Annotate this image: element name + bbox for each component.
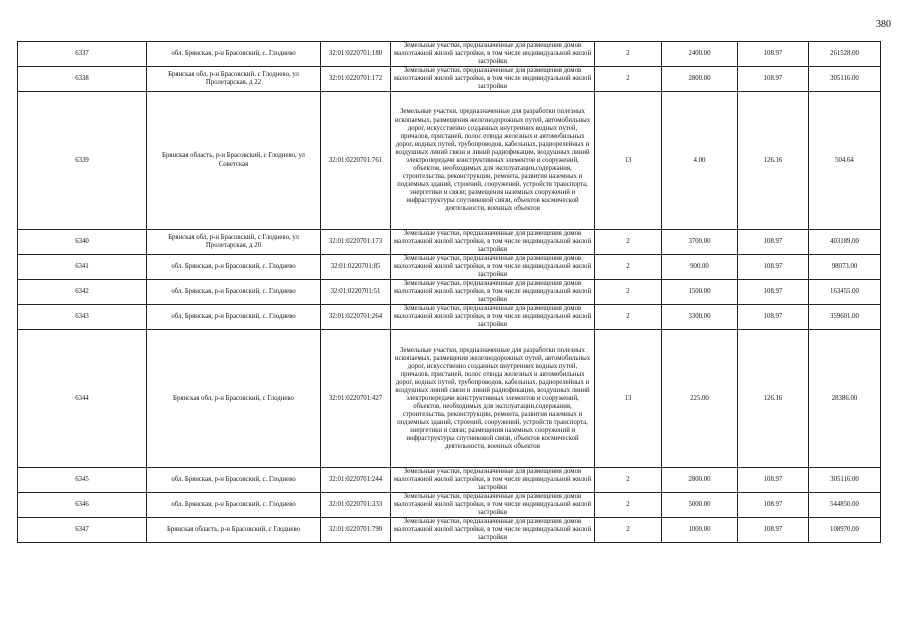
cell-cadastral-value: 544850.00 [809,493,881,518]
cell-use-group: 2 [595,67,662,92]
cell-address: обл. Брянская, р-н Брасовский, с. Глоднево [147,468,321,493]
cell-record-number: 6338 [18,67,147,92]
cell-land-use: Земельные участки, предназначенные для разработки полезных ископаемых, размещения железнодорожных путей, автомобильных дорог, искусственно созданных внутренних водных путей, причалов, пристаней, полос отвода железных и автомобильных дорог, водных путей, трубопроводов, кабельных, радиорелейных и воздушных линий связи и линий радиофикации, воздушных линий электропередачи конструктивных элементов и сооружений, объектов, необходимых для эксплуатации,содержания, строительства, реконструкции, ремонта, развития наземных и подземных зданий, строений, сооружений, устройств транспорта, энергетики и связи; размещения наземных сооружений и инфраструктуры спутниковой связи, объектов космической деятельности, военных объектов [391,330,595,468]
cell-specific-value: 126.16 [738,92,809,230]
cell-use-group: 2 [595,230,662,255]
cell-address: обл. Брянская, р-н Брасовский, с. Глоднево [147,42,321,67]
cell-cadastral-number: 32:01:0220701:244 [321,468,391,493]
cell-area: 2400.00 [662,42,738,67]
cell-area: 4.00 [662,92,738,230]
cell-specific-value: 108.97 [738,255,809,280]
cell-specific-value: 108.97 [738,42,809,67]
cell-cadastral-value: 108970.00 [809,518,881,543]
cell-land-use: Земельные участки, предназначенные для размещения домов малоэтажной жилой застройки, в том числе индивидуальной жилой застройки [391,230,595,255]
table-row [18,305,881,330]
cell-address: обл. Брянская, р-н Брасовский, с. Глоднево [147,280,321,305]
cell-land-use: Земельные участки, предназначенные для размещения домов малоэтажной жилой застройки, в том числе индивидуальной жилой застройки [391,493,595,518]
cell-use-group: 2 [595,280,662,305]
cell-address: обл. Брянская, р-н Брасовский, с. Глоднево [147,493,321,518]
table-row [18,230,881,255]
cell-address: Брянская обл, р-н Брасовский, с Глоднево, ул Пролетарская, д 22 [147,67,321,92]
cell-cadastral-number: 32:01:0220701:85 [321,255,391,280]
table-row [18,255,881,280]
cell-cadastral-number: 32:01:0220701:173 [321,230,391,255]
cell-record-number: 6344 [18,330,147,468]
cell-cadastral-number: 32:01:0220701:427 [321,330,391,468]
cell-specific-value: 108.97 [738,230,809,255]
cell-use-group: 2 [595,42,662,67]
cadastral-value-table [17,41,881,543]
cell-cadastral-value: 261528.00 [809,42,881,67]
cell-cadastral-value: 305116.00 [809,468,881,493]
cell-record-number: 6345 [18,468,147,493]
cell-specific-value: 108.97 [738,280,809,305]
cell-cadastral-number: 32:01:0220701:180 [321,42,391,67]
cell-area: 1000.00 [662,518,738,543]
cell-area: 1500.00 [662,280,738,305]
cell-address: обл. Брянская, р-н Брасовский, с. Глоднево [147,305,321,330]
cell-land-use: Земельные участки, предназначенные для размещения домов малоэтажной жилой застройки, в том числе индивидуальной жилой застройки [391,67,595,92]
cell-cadastral-number: 32:01:0220701:333 [321,493,391,518]
cell-cadastral-number: 32:01:0220701:51 [321,280,391,305]
cell-cadastral-value: 163455.00 [809,280,881,305]
cell-area: 3700.00 [662,230,738,255]
cell-address: Брянская область, р-н Брасовский, с Глоднево, ул Советская [147,92,321,230]
page-number: 380 [876,19,891,30]
cell-address: Брянская обл, р-н Брасовский, с Глоднево [147,330,321,468]
cell-land-use: Земельные участки, предназначенные для размещения домов малоэтажной жилой застройки, в том числе индивидуальной жилой застройки [391,280,595,305]
cell-use-group: 2 [595,493,662,518]
cell-area: 2800.00 [662,67,738,92]
cell-cadastral-number: 32:01:0220701:172 [321,67,391,92]
cell-record-number: 6342 [18,280,147,305]
cell-cadastral-value: 305116.00 [809,67,881,92]
cell-area: 5000.00 [662,493,738,518]
cell-record-number: 6340 [18,230,147,255]
cell-address: обл. Брянская, р-н Брасовский, с. Глоднево [147,255,321,280]
cell-record-number: 6346 [18,493,147,518]
cell-record-number: 6337 [18,42,147,67]
cell-land-use: Земельные участки, предназначенные для размещения домов малоэтажной жилой застройки, в том числе индивидуальной жилой застройки [391,468,595,493]
table-row [18,92,881,230]
cell-cadastral-value: 403189.00 [809,230,881,255]
cell-land-use: Земельные участки, предназначенные для разработки полезных ископаемых, размещения железнодорожных путей, автомобильных дорог, искусственно созданных внутренних водных путей, причалов, пристаней, полос отвода железных и автомобильных дорог, водных путей, трубопроводов, кабельных, радиорелейных и воздушных линий связи и линий радиофикации, воздушных линий электропередачи конструктивных элементов и сооружений, объектов, необходимых для эксплуатации,содержания, строительства, реконструкции, ремонта, развития наземных и подземных зданий, строений, сооружений, устройств транспорта, энергетики и связи; размещения наземных сооружений и инфраструктуры спутниковой связи, объектов космической деятельности, военных объектов [391,92,595,230]
table-body [18,42,881,543]
cell-land-use: Земельные участки, предназначенные для размещения домов малоэтажной жилой застройки, в том числе индивидуальной жилой застройки [391,255,595,280]
cell-cadastral-number: 32:01:0220701:264 [321,305,391,330]
cell-record-number: 6339 [18,92,147,230]
cell-address: Брянская обл, р-н Брасовский, с Глоднево, ул Пролетарская, д 20 [147,230,321,255]
cell-record-number: 6343 [18,305,147,330]
table-row [18,330,881,468]
cell-cadastral-number: 32:01:0220701:761 [321,92,391,230]
cell-area: 2800.00 [662,468,738,493]
cell-specific-value: 108.97 [738,67,809,92]
cell-use-group: 2 [595,468,662,493]
cell-use-group: 2 [595,305,662,330]
cell-specific-value: 108.97 [738,518,809,543]
cell-area: 900.00 [662,255,738,280]
cell-use-group: 13 [595,330,662,468]
cell-land-use: Земельные участки, предназначенные для размещения домов малоэтажной жилой застройки, в том числе индивидуальной жилой застройки [391,42,595,67]
table-row [18,518,881,543]
cell-specific-value: 126.16 [738,330,809,468]
cell-use-group: 2 [595,518,662,543]
cell-specific-value: 108.97 [738,468,809,493]
cell-specific-value: 108.97 [738,493,809,518]
cell-use-group: 13 [595,92,662,230]
cell-area: 3300.00 [662,305,738,330]
cell-land-use: Земельные участки, предназначенные для размещения домов малоэтажной жилой застройки, в том числе индивидуальной жилой застройки [391,305,595,330]
cell-cadastral-value: 98073.00 [809,255,881,280]
cell-address: Брянская область, р-н Брасовский, с Глоднево [147,518,321,543]
cell-record-number: 6347 [18,518,147,543]
table-row [18,493,881,518]
table-row [18,468,881,493]
cell-record-number: 6341 [18,255,147,280]
cell-area: 225.00 [662,330,738,468]
cell-specific-value: 108.97 [738,305,809,330]
cell-cadastral-value: 28386.00 [809,330,881,468]
cell-cadastral-value: 359601.00 [809,305,881,330]
cell-cadastral-value: 504.64 [809,92,881,230]
cell-land-use: Земельные участки, предназначенные для размещения домов малоэтажной жилой застройки, в том числе индивидуальной жилой застройки [391,518,595,543]
table-row [18,67,881,92]
table-row [18,280,881,305]
cell-use-group: 2 [595,255,662,280]
cell-cadastral-number: 32:01:0220701:790 [321,518,391,543]
table-row [18,42,881,67]
